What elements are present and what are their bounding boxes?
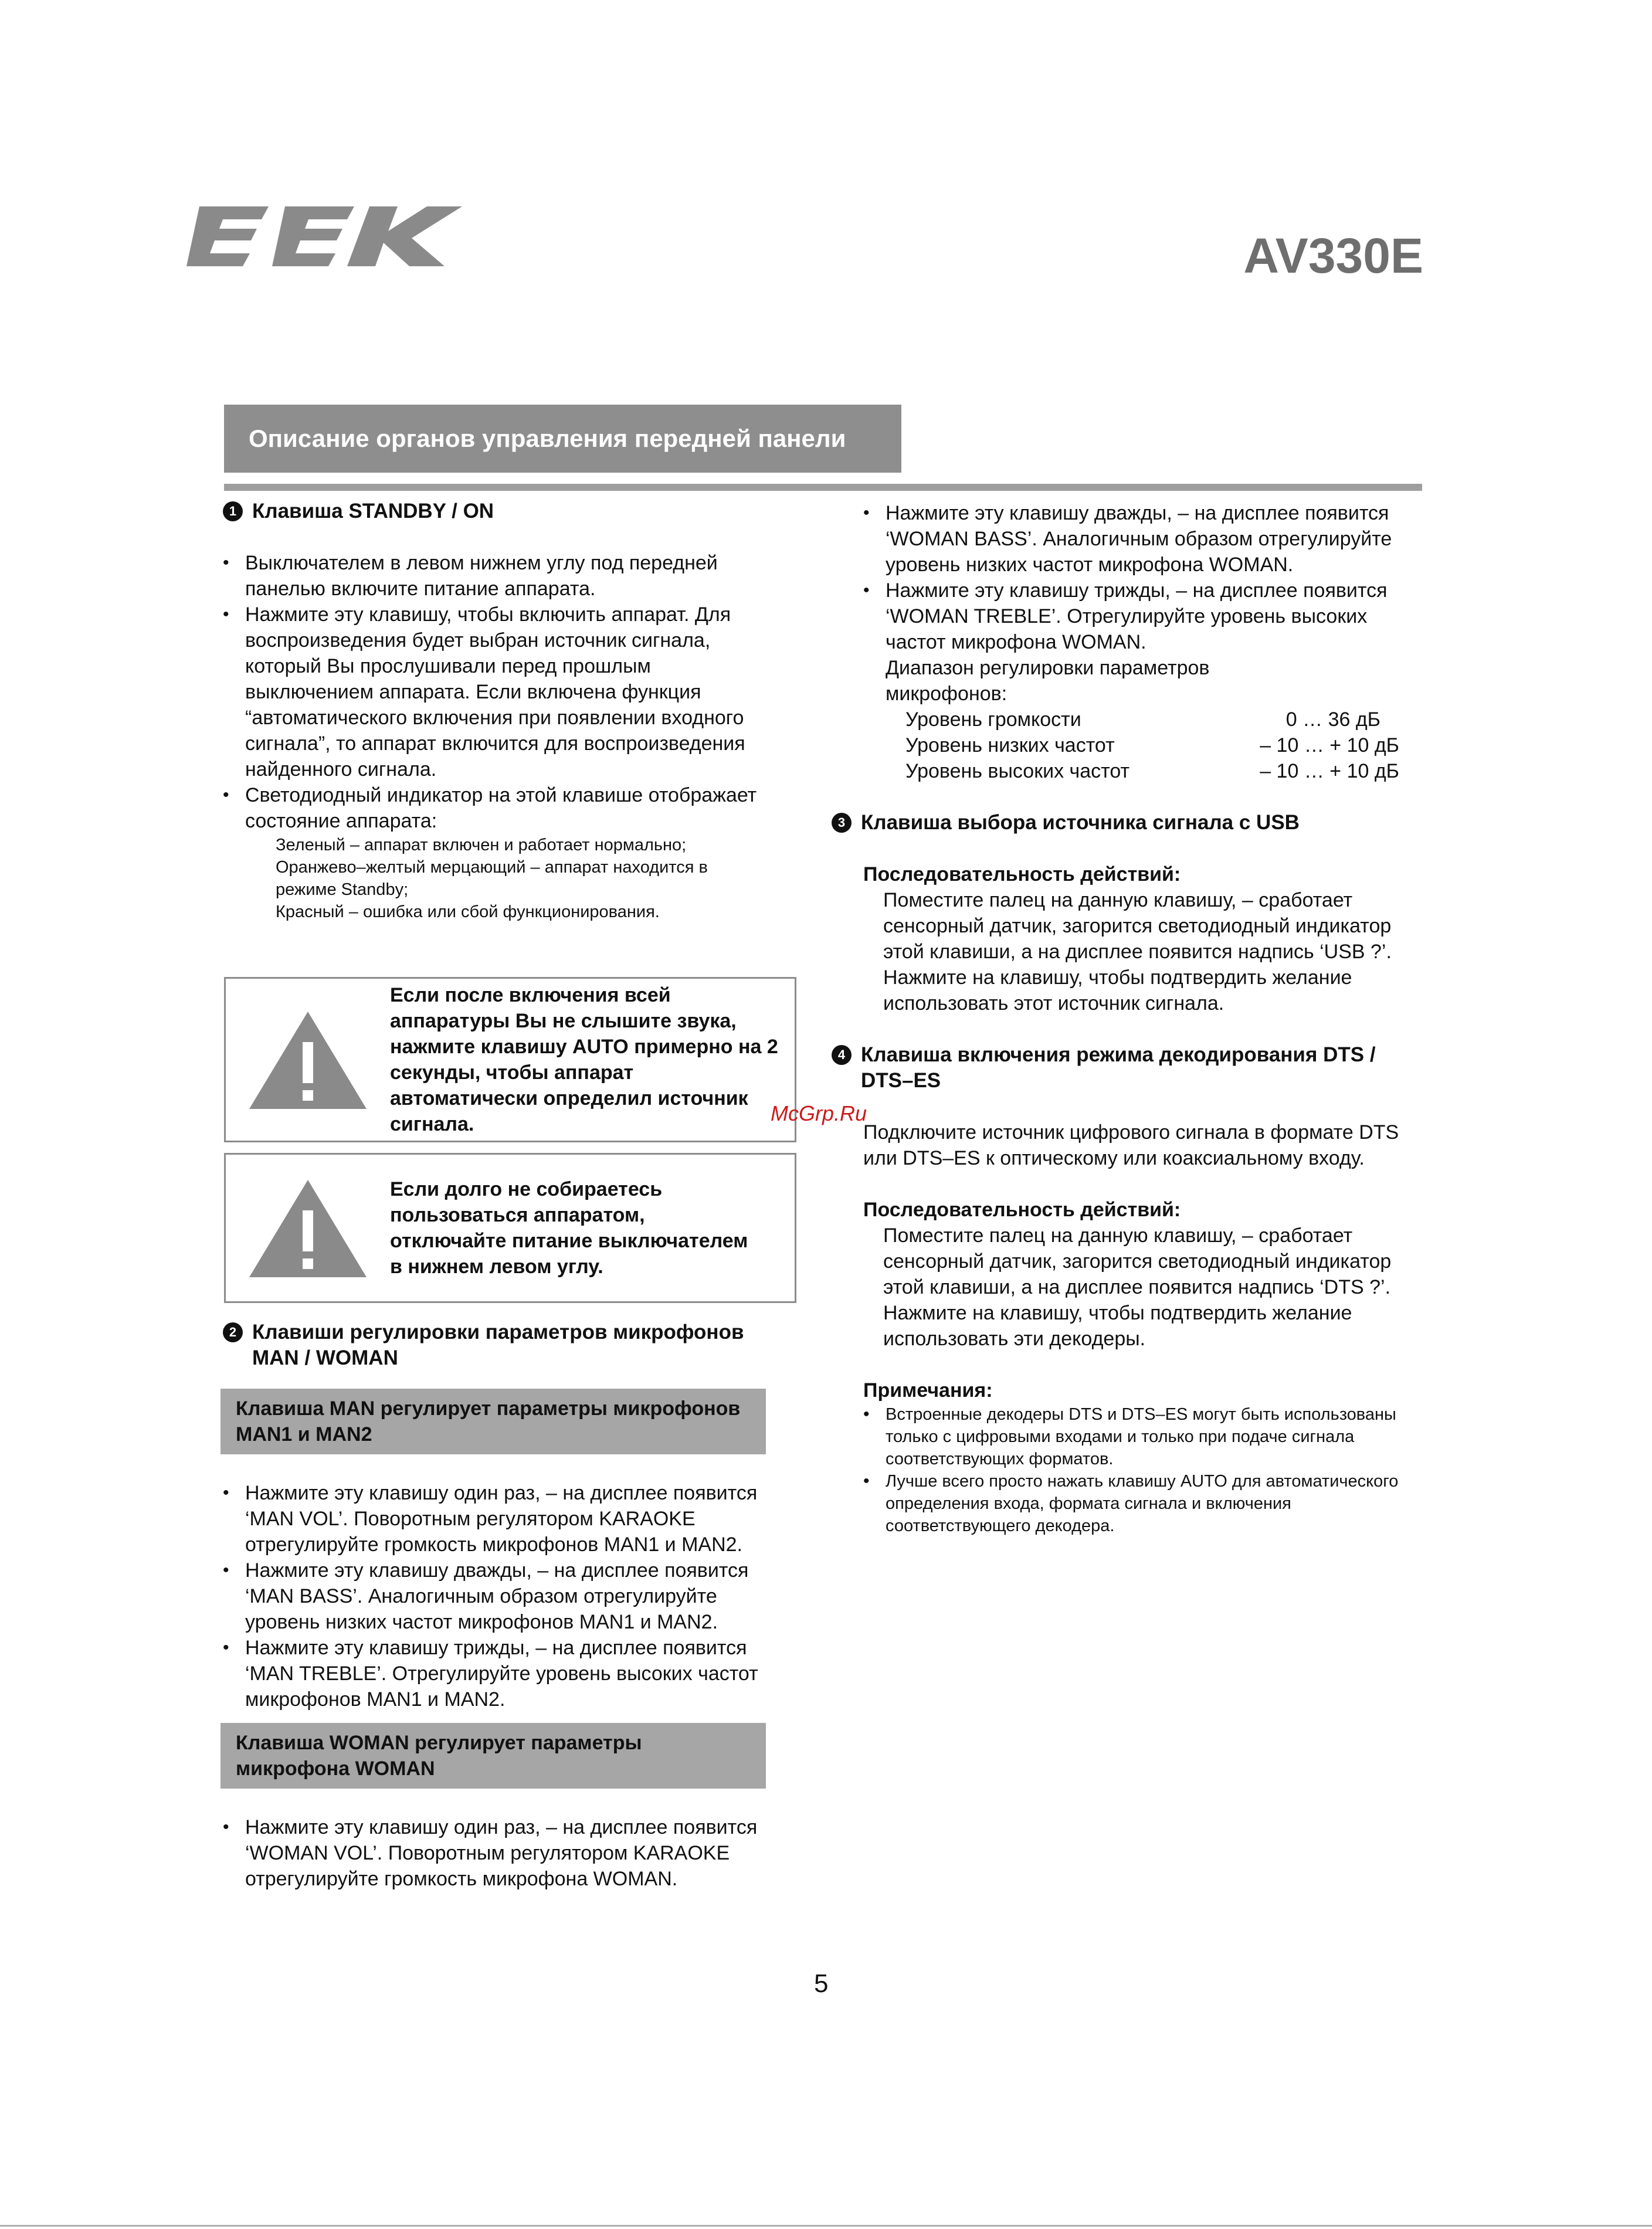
- sequence-label: Последовательность действий:: [863, 1199, 1181, 1221]
- section-3-heading: [832, 810, 1420, 836]
- list-item: • Нажмите эту клавишу один раз, – на дисплее появится ‘MAN VOL’. Поворотным регулятором KARAOKE отрегулируйте громкость микрофонов MAN1 и MAN2.: [223, 1482, 758, 1556]
- model-name: AV330E: [1243, 228, 1423, 283]
- warning-text: Если после включения всей аппаратуры Вы не слышите звука, нажмите клавишу AUTO примерно на 2 секунды, чтобы аппарат автоматически определил источник сигнала.: [390, 984, 778, 1135]
- left-column: [223, 498, 774, 923]
- state-red: Красный – ошибка или сбой функционирования.: [276, 903, 660, 921]
- list-item: • Нажмите эту клавишу трижды, – на дисплее появится ‘WOMAN TREBLE’. Отрегулируйте уровень высоких частот микрофона WOMAN.: [863, 579, 1388, 653]
- note-item: • Встроенные декодеры DTS и DTS–ES могут быть использованы только с цифровыми входами и только при подаче сигнала соответствующих форматов.: [863, 1404, 1396, 1468]
- man-subheading: Клавиша MAN регулирует параметры микрофонов MAN1 и MAN2: [221, 1389, 766, 1454]
- warning-text: Если долго не собираетесь пользоваться аппаратом, отключайте питание выключателем в нижнем левом углу.: [390, 1178, 748, 1278]
- state-orange: Оранжево–желтый мерцающий – аппарат находится в режиме Standby;: [276, 858, 708, 899]
- number-badge: 4: [832, 1045, 852, 1065]
- page-number: 5: [814, 1969, 829, 1998]
- section-2-title: Клавиши регулировки параметров микрофонов MAN / WOMAN: [252, 1321, 744, 1369]
- list-item: • Нажмите эту клавишу один раз, – на дисплее появится ‘WOMAN VOL’. Поворотным регулятором KARAOKE отрегулируйте громкость микрофона WOMAN.: [223, 1816, 758, 1890]
- section-title: Описание органов управления передней панели: [224, 405, 901, 473]
- range-row: Уровень высоких частот – 10 … + 10 дБ: [905, 760, 1399, 782]
- bbk-logo: [186, 206, 462, 278]
- list-item: • Нажмите эту клавишу, чтобы включить аппарат. Для воспроизведения будет выбран источник сигнала, который Вы прослушивали перед прошлым выключением аппарата. Если включена функция “автоматического включения при появлении входного сигнала”, то аппарат включится для воспроизведения найденного сигнала.: [223, 603, 745, 781]
- dts-intro: Подключите источник цифрового сигнала в формате DTS или DTS–ES к оптическому или коаксиальному входу.: [863, 1121, 1399, 1169]
- state-green: Зеленый – аппарат включен и работает нормально;: [276, 836, 687, 854]
- section-3-title: Клавиша выбора источника сигнала с USB: [861, 811, 1300, 834]
- range-row: Уровень низких частот – 10 … + 10 дБ: [905, 734, 1399, 756]
- list-item: • Нажмите эту клавишу дважды, – на дисплее появится ‘MAN BASS’. Аналогичным образом отрегулируйте уровень низких частот микрофонов MAN1 и MAN2.: [223, 1559, 749, 1633]
- range-row: Уровень громкости 0 … 36 дБ: [905, 708, 1380, 731]
- warning-icon: [226, 1175, 390, 1281]
- list-item: • Нажмите эту клавишу трижды, – на дисплее появится ‘MAN TREBLE’. Отрегулируйте уровень высоких частот микрофонов MAN1 и MAN2.: [223, 1637, 758, 1711]
- warning-box-auto: [224, 977, 796, 1142]
- list-item: • Светодиодный индикатор на этой клавише отображает состояние аппарата:: [223, 784, 757, 832]
- section-4-title: Клавиша включения режима декодирования DTS / DTS–ES: [861, 1043, 1376, 1092]
- warning-box-power: [224, 1153, 796, 1303]
- section-2: [223, 1319, 774, 1892]
- range-table: [863, 707, 1420, 784]
- sequence-label: Последовательность действий:: [863, 863, 1181, 886]
- section-4-heading: [832, 1042, 1420, 1094]
- notes-title: Примечания:: [863, 1379, 993, 1402]
- usb-sequence-text: Поместите палец на данную клавишу, – сработает сенсорный датчик, загорится светодиодный индикатор этой клавиши, а на дисплее появится надпись ‘USB ?’. Нажмите на клавишу, чтобы подтвердить желание использовать этот источник сигнала.: [883, 889, 1392, 1015]
- note-item: • Лучше всего просто нажать клавишу AUTO для автоматического определения входа, формата сигнала и включения соответствующего декодера.: [863, 1471, 1399, 1535]
- right-column: [837, 500, 1420, 1537]
- number-badge: 1: [223, 501, 243, 521]
- section-2-heading: [223, 1319, 774, 1371]
- range-intro: Диапазон регулировки параметров микрофонов:: [886, 657, 1210, 705]
- section-divider: [224, 484, 1422, 491]
- led-states: [223, 834, 774, 923]
- warning-icon: [226, 1007, 390, 1112]
- list-item: • Нажмите эту клавишу дважды, – на дисплее появится ‘WOMAN BASS’. Аналогичным образом отрегулируйте уровень низких частот микрофона WOMAN.: [863, 502, 1392, 576]
- section-1-heading: [223, 498, 774, 524]
- number-badge: 3: [832, 813, 852, 833]
- list-item: • Выключателем в левом нижнем углу под передней панелью включите питание аппарата.: [223, 552, 718, 600]
- watermark: McGrp.Ru: [771, 1101, 867, 1125]
- number-badge: 2: [223, 1322, 243, 1342]
- woman-subheading: Клавиша WOMAN регулирует параметры микрофона WOMAN: [221, 1723, 766, 1789]
- section-1-title: Клавиша STANDBY / ON: [252, 500, 494, 523]
- dts-sequence-text: Поместите палец на данную клавишу, – сработает сенсорный датчик, загорится светодиодный индикатор этой клавиши, а на дисплее появится надпись ‘DTS ?’. Нажмите на клавишу, чтобы подтвердить желание использовать эти декодеры.: [883, 1224, 1392, 1350]
- bottom-edge: [0, 2225, 1652, 2227]
